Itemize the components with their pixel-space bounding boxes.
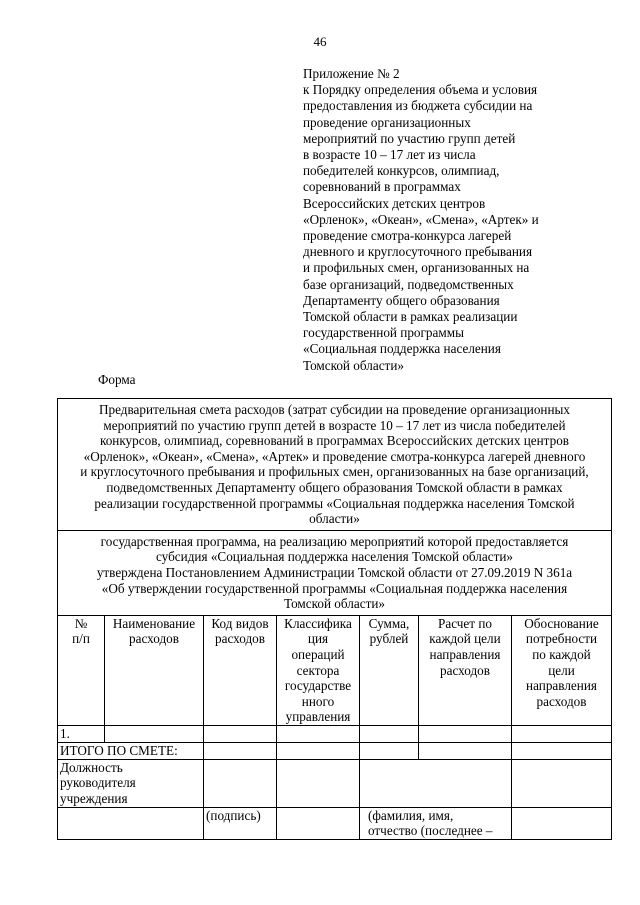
column-headers (58, 615, 612, 725)
table-row (58, 725, 612, 742)
appendix-line: предоставления из бюджета субсидии на (303, 98, 533, 114)
appendix-line: Всероссийских детских центров (303, 195, 486, 211)
title-line: конкурсов, олимпиад, соревнований в программах Всероссийских детских центров (99, 433, 570, 449)
appendix-line: Томской области в рамках реализации (303, 309, 518, 325)
budget-estimate-table (57, 398, 612, 840)
title-line: Предварительная смета расходов (затрат субсидии на проведение организационных (99, 402, 570, 417)
title-line: подведомственных Департаменту общего образования Томской области в рамках (106, 479, 563, 495)
appendix-line: «Социальная поддержка населения (303, 341, 501, 357)
header-num: № п/п (58, 615, 105, 725)
appendix-line: к Порядку определения объема и условия (303, 82, 538, 98)
header-calculation: Расчет по каждой цели направления расходов (419, 615, 512, 725)
header-code: Код видов расходов (204, 615, 277, 725)
appendix-line: дневного и круглосуточного пребывания (303, 244, 533, 260)
header-classification: Классифика ция операций сектора государстве нного управления (277, 615, 360, 725)
header-sum: Сумма, рублей (360, 615, 419, 725)
header-name: Наименование расходов (105, 615, 204, 725)
appendix-line: государственной программы (303, 325, 464, 341)
total-label: ИТОГО ПО СМЕТЕ: (58, 742, 204, 759)
head-position-label: Должность руководителя учреждения (58, 759, 204, 807)
title-line: мероприятий по участию групп детей в возрасте 10 – 17 лет из числа победителей (103, 417, 566, 433)
program-description (58, 530, 612, 615)
program-line: Томской области» (284, 596, 385, 612)
appendix-line: проведение организационных (303, 114, 471, 130)
row-number: 1. (58, 725, 105, 742)
signature-caption: (подпись) (204, 807, 277, 839)
table-title (58, 399, 612, 531)
title-line: «Орленок», «Океан», «Смена», «Артек» и проведение смотра-конкурса лагерей дневного (83, 448, 586, 464)
form-label: Форма (98, 372, 136, 387)
signature-row (58, 807, 612, 839)
appendix-line: мероприятий по участию групп детей (303, 130, 516, 146)
appendix-line: базе организаций, подведомственных (303, 276, 514, 292)
program-line: государственная программа, на реализацию мероприятий которой предоставляется (100, 533, 569, 549)
head-signature-row (58, 759, 612, 807)
appendix-line: Приложение № 2 (303, 66, 400, 81)
appendix-line: и профильных смен, организованных на (303, 260, 530, 276)
page-number: 46 (313, 34, 327, 49)
appendix-line: победителей конкурсов, олимпиад, (303, 163, 500, 179)
title-line: и круглосуточного пребывания и профильных смен, организованных на базе организаций, (80, 464, 589, 480)
program-line: «Об утверждении государственной программы «Социальная поддержка населения (101, 580, 568, 596)
appendix-line: «Орленок», «Океан», «Смена», «Артек» и (303, 211, 539, 227)
appendix-header (303, 66, 553, 374)
appendix-line: соревнований в программах (303, 179, 461, 195)
appendix-line: Томской области» (303, 357, 404, 373)
header-basis: Обоснование потребности по каждой цели направления расходов (512, 615, 612, 725)
program-line: субсидия «Социальная поддержка населения Томской области» (155, 549, 514, 565)
title-line: области» (309, 511, 360, 527)
appendix-line: проведение смотра-конкурса лагерей (303, 228, 512, 244)
appendix-line: в возрасте 10 – 17 лет из числа (303, 147, 476, 163)
program-line: утверждена Постановлением Администрации Томской области от 27.09.2019 N 361а (96, 564, 573, 580)
title-line: реализации государственной программы «Социальная поддержка населения Томской (94, 495, 575, 511)
full-name-caption: (фамилия, имя, отчество (последнее – (360, 807, 512, 839)
appendix-line: Департаменту общего образования (303, 292, 500, 308)
total-row (58, 742, 612, 759)
